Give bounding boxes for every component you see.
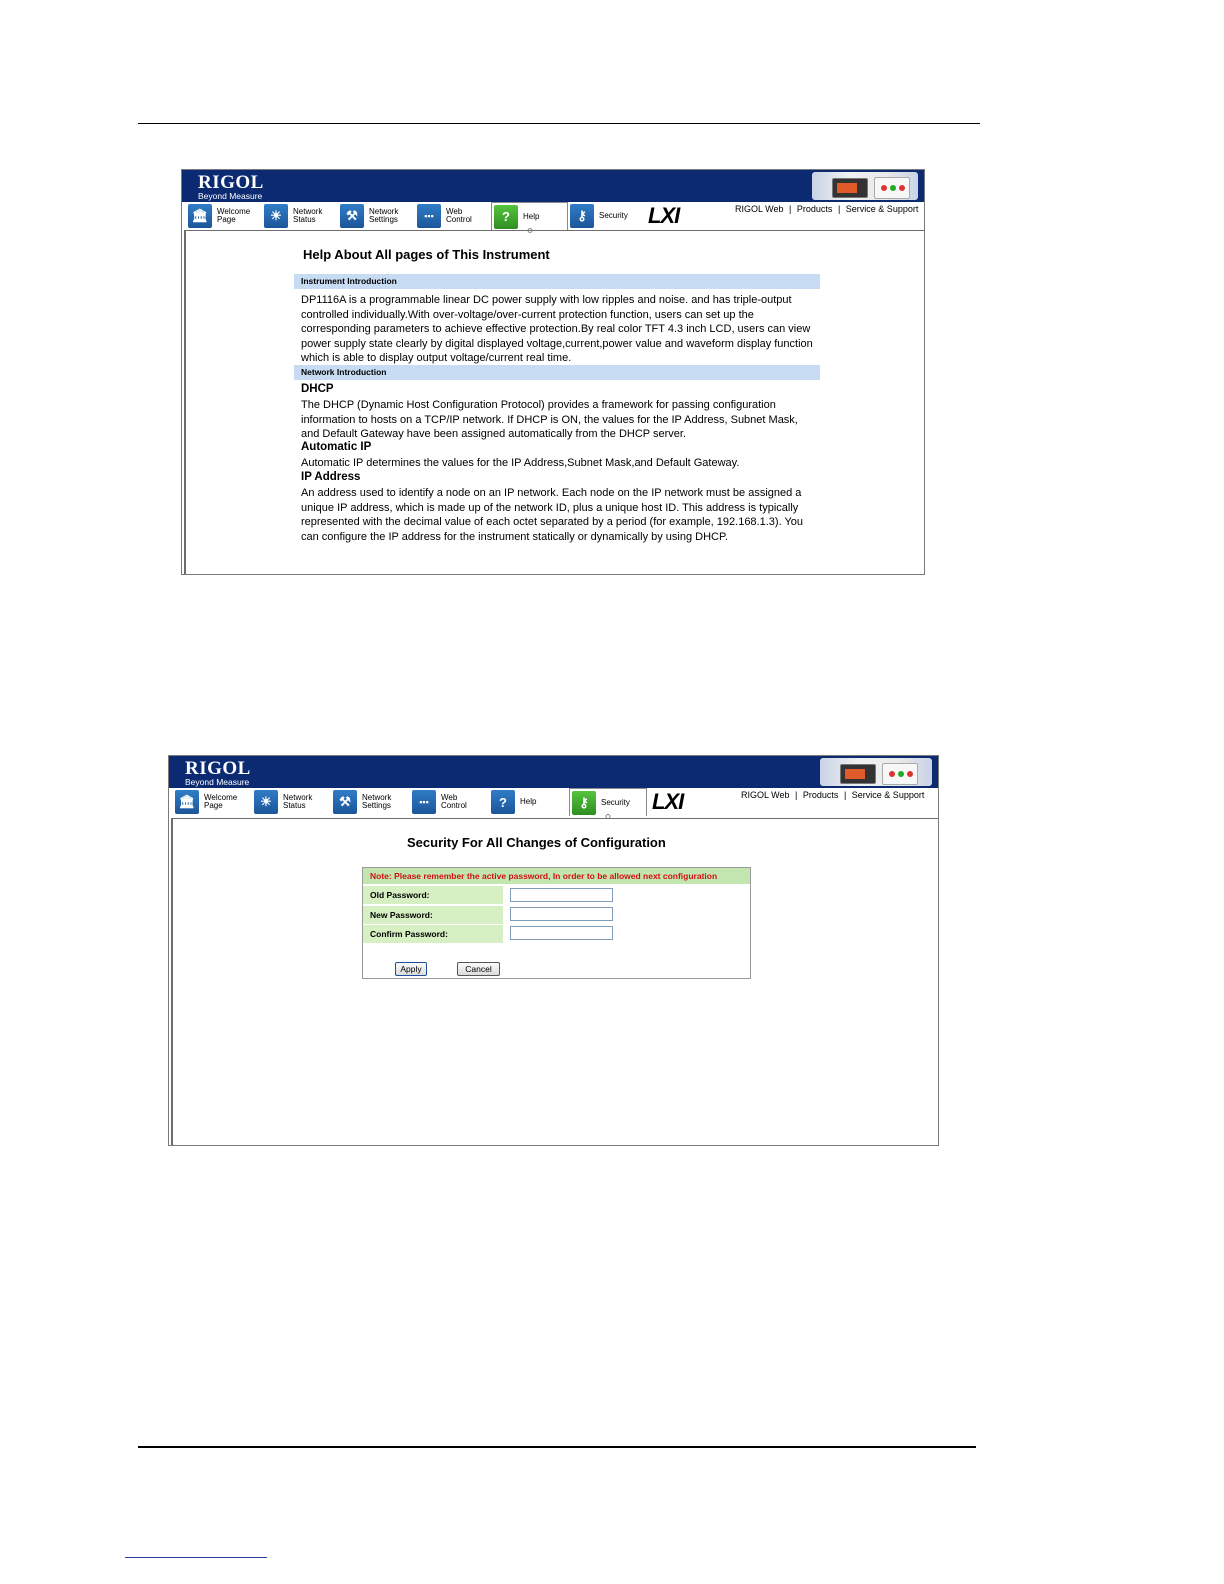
tools-icon: ⚒ [340, 204, 364, 228]
rigol-logo: RIGOL [185, 758, 251, 779]
tab-welcome-page[interactable] [188, 202, 250, 230]
nav-tabs [169, 788, 938, 816]
tab-label: Web Control [446, 207, 472, 224]
password-form [362, 867, 751, 979]
old-password-field[interactable] [510, 888, 613, 902]
link-separator: | [795, 790, 798, 800]
instrument-intro-text: DP1116A is a programmable linear DC power supply with low ripples and noise. and has triple-output controlled individually.With over-voltage/over-current protection function, users can set up the corresponding parameters to achieve effective protection.By real color TFT 4.3 inch LCD, users can view power supply state clearly by digital displayed voltage,current,power value and waveform display function which is able to display output voltage/current real time. [301, 294, 813, 364]
nav-tabs [182, 202, 924, 230]
page-title: Help About All pages of This Instrument [303, 247, 550, 262]
section-header: Network Introduction [294, 365, 820, 380]
keypad-icon: ▪▪▪ [417, 204, 441, 228]
service-support-link[interactable]: Service & Support [845, 204, 919, 214]
lxi-logo: LXI [648, 203, 680, 228]
security-page-screenshot [168, 755, 939, 1146]
topic-text: The DHCP (Dynamic Host Configuration Protocol) provides a framework for passing configuration information to hosts on a TCP/IP network. If DHCP is ON, the values for the IP Address, Subnet Mask, and Default Gateway have been assigned automatically from the DHCP server. [301, 399, 798, 440]
tools-icon: ⚒ [333, 790, 357, 814]
tab-label: Web Control [441, 793, 467, 810]
tab-network-settings[interactable] [340, 202, 398, 230]
brand-tagline: Beyond Measure [185, 777, 250, 787]
header-banner [169, 756, 938, 788]
topic-text: Automatic IP determines the values for the IP Address,Subnet Mask,and Default Gateway. [301, 457, 740, 469]
link-separator: | [843, 790, 847, 800]
link-separator: | [837, 204, 841, 214]
apply-button[interactable]: Apply [395, 962, 427, 976]
confirm-password-label: Confirm Password: [363, 925, 503, 944]
tab-label: Security [601, 797, 630, 807]
key-icon: ⚷ [570, 204, 594, 228]
tab-label: Welcome Page [217, 207, 251, 224]
key-icon: ⚷ [572, 791, 596, 815]
service-support-link[interactable]: Service & Support [851, 790, 925, 800]
building-icon: 🏛︎ [175, 790, 199, 814]
rigol-web-link[interactable]: RIGOL Web [741, 790, 790, 800]
keypad-icon: ▪▪▪ [412, 790, 436, 814]
new-password-field[interactable] [510, 907, 613, 921]
help-content [184, 230, 924, 574]
topic-title: Automatic IP [301, 441, 372, 453]
tab-network-settings[interactable] [333, 788, 391, 816]
tab-label: Security [599, 211, 628, 220]
top-links [735, 204, 918, 214]
tab-network-status[interactable] [254, 788, 312, 816]
tab-web-control[interactable] [412, 788, 467, 816]
tab-label: Help [520, 797, 537, 806]
tab-label: Help [523, 211, 540, 221]
top-links [741, 790, 924, 800]
lxi-logo: LXI [652, 789, 684, 814]
products-link[interactable]: Products [802, 790, 839, 800]
tab-label: Welcome Page [204, 793, 238, 810]
brand-tagline: Beyond Measure [198, 191, 263, 201]
network-status-icon: ☀ [264, 204, 288, 228]
rigol-logo: RIGOL [198, 172, 264, 193]
network-status-icon: ☀ [254, 790, 278, 814]
building-icon: 🏛︎ [188, 204, 212, 228]
tab-label: Network Settings [369, 207, 399, 224]
top-rule [138, 123, 980, 124]
tab-label: Network Status [283, 793, 313, 810]
topic-title: DHCP [301, 383, 334, 395]
tab-help[interactable] [491, 788, 536, 816]
bottom-rule [138, 1446, 976, 1448]
tab-security[interactable] [570, 202, 628, 230]
tab-welcome-page[interactable] [175, 788, 237, 816]
instrument-image [812, 172, 918, 200]
header-banner [182, 170, 924, 202]
old-password-label: Old Password: [363, 886, 503, 905]
tab-web-control[interactable] [417, 202, 472, 230]
link-separator: | [789, 204, 792, 214]
topic-text: An address used to identify a node on an IP network. Each node on the IP network must be assigned a unique IP address, which is made up of the network ID, plus a unique host ID. This address is typically represented with the decimal value of each octet separated by a period (for example, 192.168.1.3). You can configure the IP address for the instrument statically or dynamically by using DHCP. [301, 487, 804, 543]
question-icon: ? [494, 205, 518, 229]
tab-help[interactable] [491, 202, 568, 230]
tab-label: Network Status [293, 207, 323, 224]
cancel-button[interactable]: Cancel [457, 962, 500, 976]
password-note: Note: Please remember the active password, In order to be allowed next configuration [363, 868, 750, 884]
confirm-password-field[interactable] [510, 926, 613, 940]
tab-security[interactable] [569, 788, 647, 816]
help-page-screenshot [181, 169, 925, 575]
page-title: Security For All Changes of Configuration [407, 835, 666, 850]
new-password-label: New Password: [363, 906, 503, 925]
section-header: Instrument Introduction [294, 274, 820, 289]
rigol-web-link[interactable]: RIGOL Web [735, 204, 784, 214]
tab-label: Network Settings [362, 793, 392, 810]
instrument-image [820, 758, 932, 786]
footer-link-underline [125, 1557, 267, 1558]
question-icon: ? [491, 790, 515, 814]
security-content [171, 818, 938, 1145]
products-link[interactable]: Products [796, 204, 833, 214]
topic-title: IP Address [301, 471, 361, 483]
tab-network-status[interactable] [264, 202, 322, 230]
